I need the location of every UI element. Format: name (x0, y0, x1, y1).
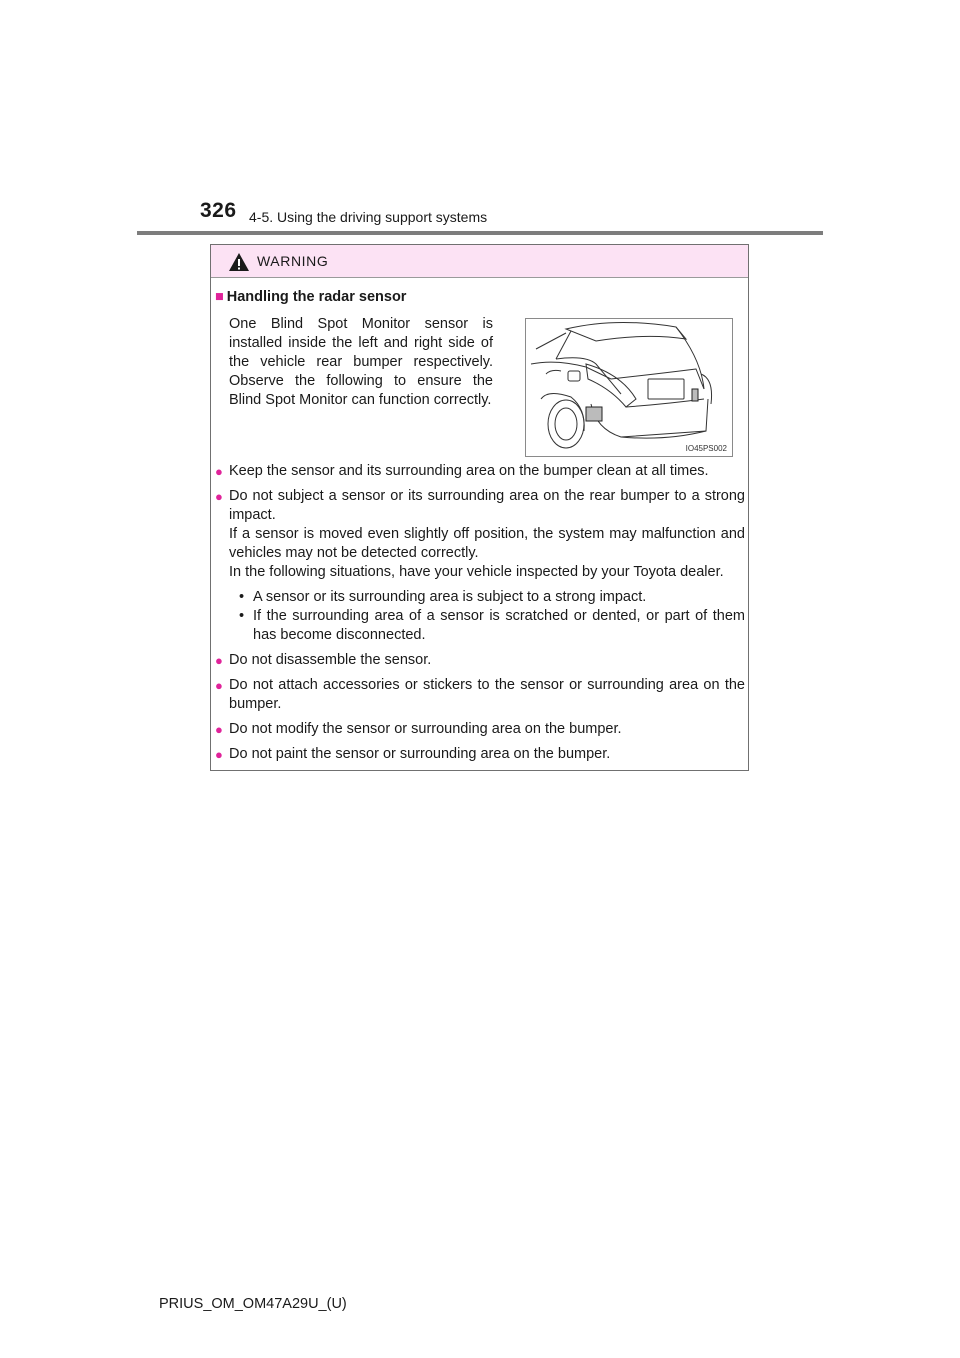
warning-triangle-icon (228, 252, 250, 272)
car-rear-drawing (526, 319, 732, 456)
list-item (215, 487, 745, 645)
list-item: ● Keep the sensor and its surrounding area on the bumper clean at all times. (215, 463, 709, 479)
section-title: 4-5. Using the driving support systems (249, 209, 488, 225)
warning-label: WARNING (257, 253, 329, 269)
list-item: ● Do not attach accessories or stickers to the sensor or surrounding area on the bumper. (215, 677, 745, 712)
list-item: ● Do not modify the sensor or surrounding area on the bumper. (215, 721, 622, 737)
dot-bullet-icon: • (239, 589, 245, 605)
bullet-text: If a sensor is moved even slightly off position, the system may malfunction and vehicles may not be detected correctly. (229, 526, 745, 561)
bullet-text: Do not subject a sensor or its surrounding area on the rear bumper to a strong impact. (229, 488, 745, 523)
circle-bullet-icon: ● (215, 464, 223, 479)
rear-bumper-illustration (525, 318, 733, 457)
circle-bullet-icon: ● (215, 747, 223, 762)
warning-box (210, 244, 749, 771)
circle-bullet-icon: ● (215, 489, 223, 504)
document-code: PRIUS_OM_OM47A29U_(U) (159, 1296, 347, 1312)
figure-code: IO45PS002 (685, 444, 727, 453)
page-number: 326 (200, 199, 237, 222)
dot-bullet-icon: • (239, 608, 245, 624)
circle-bullet-icon: ● (215, 722, 223, 737)
bullet-text: In the following situations, have your vehicle inspected by your Toyota dealer. (229, 564, 724, 580)
topic-title: Handling the radar sensor (226, 289, 407, 305)
sub-list-item: • If the surrounding area of a sensor is scratched or dented, or part of them has become disconnected. (239, 608, 745, 643)
circle-bullet-icon: ● (215, 653, 223, 668)
circle-bullet-icon: ● (215, 678, 223, 693)
sub-list (229, 588, 745, 645)
topic-heading (215, 289, 406, 305)
square-marker-icon: ■ (215, 289, 224, 305)
list-item: ● Do not disassemble the sensor. (215, 652, 432, 668)
header-rule (137, 231, 823, 235)
intro-paragraph: One Blind Spot Monitor sensor is installed inside the left and right side of the vehicle rear bumper respectively. Observe the following to ensure the Blind Spot Monitor can function correctly. (229, 316, 493, 408)
bullet-list (215, 462, 745, 770)
list-item: ● Do not paint the sensor or surrounding area on the bumper. (215, 746, 611, 762)
warning-header (211, 245, 748, 278)
sub-list-item: • A sensor or its surrounding area is subject to a strong impact. (239, 589, 647, 605)
